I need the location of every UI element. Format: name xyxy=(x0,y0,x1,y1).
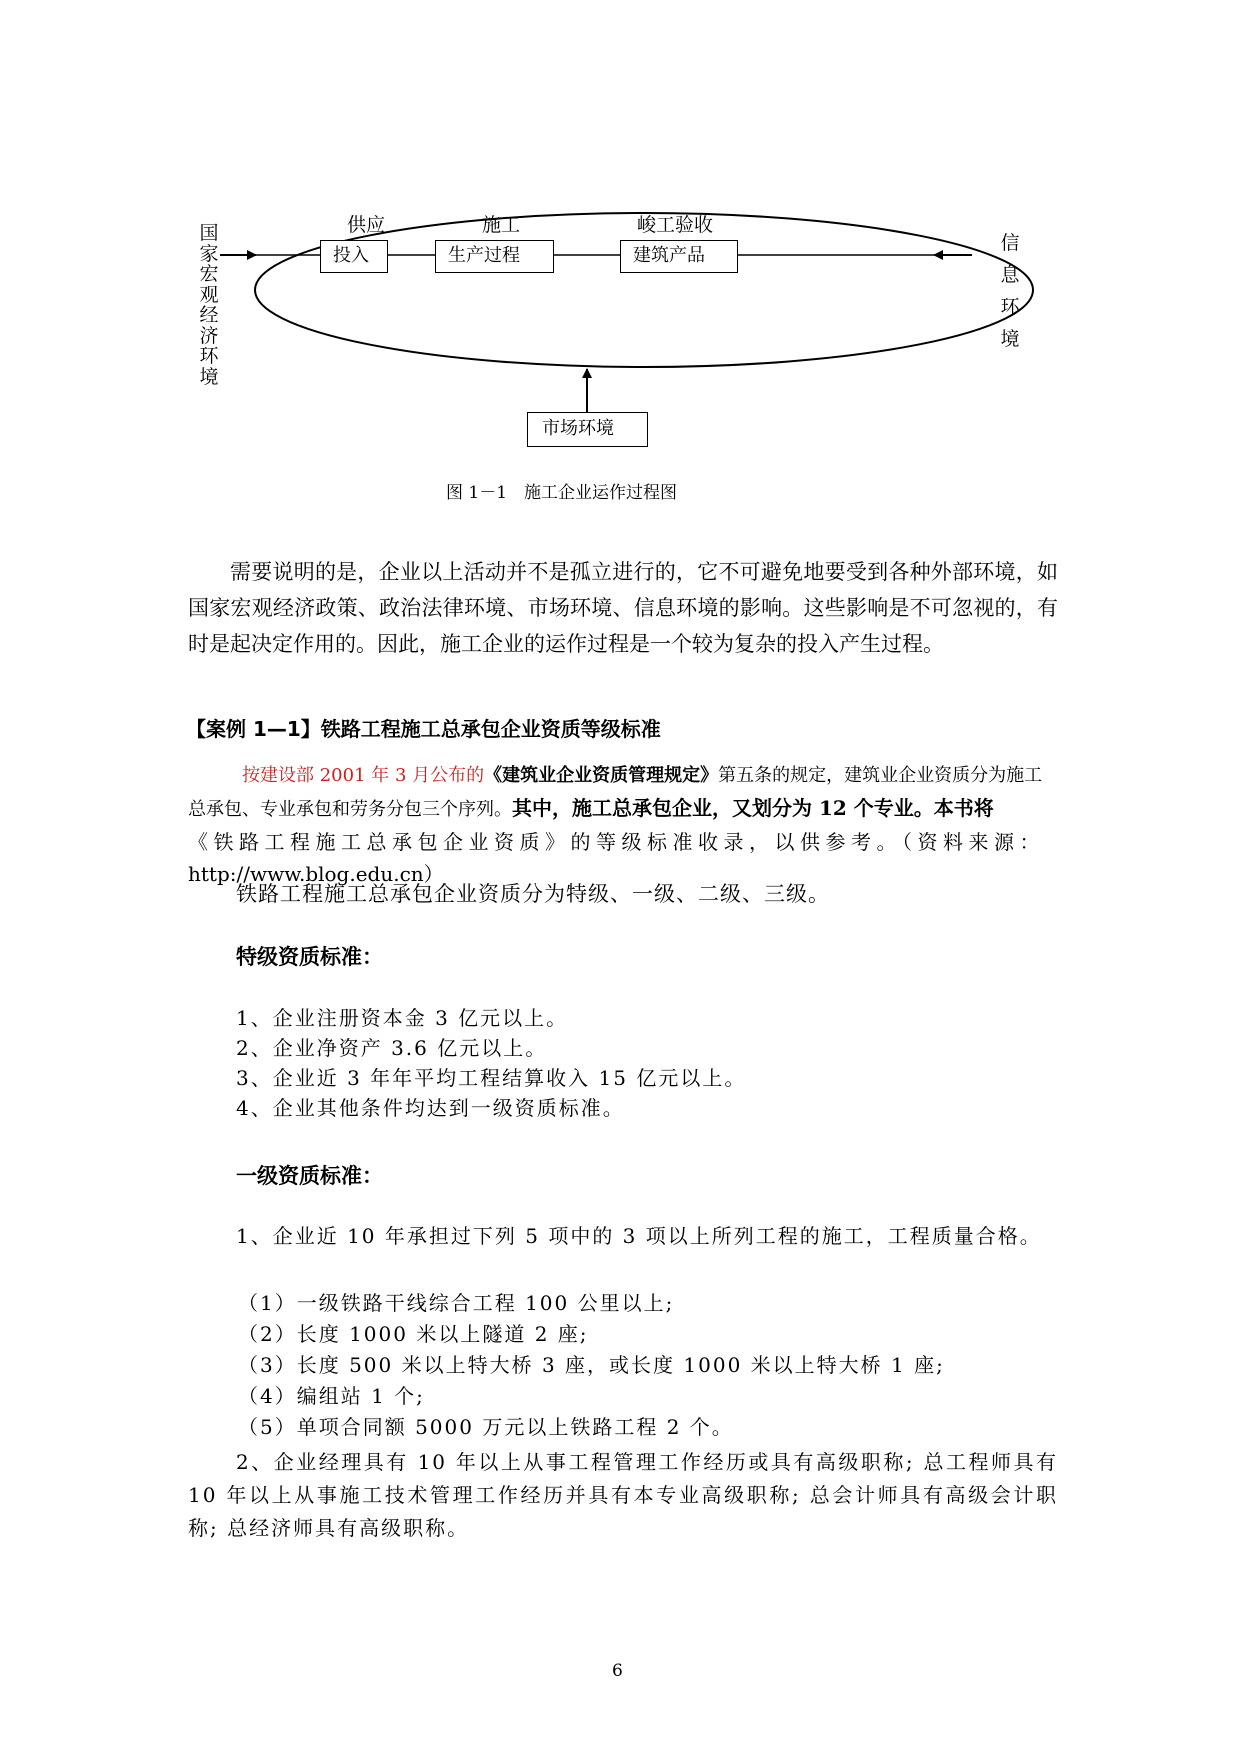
first-sub-item-5: （5）单项合同额 5000 万元以上铁路工程 2 个。 xyxy=(238,1415,734,1439)
case-intro-line2 xyxy=(188,792,1058,826)
case-intro-line2-bold: 其中，施工总承包企业，又划分为 12 个专业。本书将 xyxy=(512,796,994,820)
first-sub-item-1: （1）一级铁路干线综合工程 100 公里以上; xyxy=(238,1291,675,1315)
stage-construction: 施工 xyxy=(482,214,521,236)
paragraph-environment: 需要说明的是，企业以上活动并不是孤立进行的，它不可避免地要受到各种外部环境，如国家宏观经济政策、政治法律环境、市场环境、信息环境的影响。这些影响是不可忽视的，有时是起决定作用的。因此，施工企业的运作过程是一个较为复杂的投入产生过程。 xyxy=(188,560,1058,656)
first-item-1: 1、企业近 10 年承担过下列 5 项中的 3 项以上所列工程的施工，工程质量合格。 xyxy=(236,1224,1042,1248)
special-item-2: 2、企业净资产 3.6 亿元以上。 xyxy=(236,1036,548,1060)
case-intro-rest: 第五条的规定，建筑业企业资质分为施工 xyxy=(718,765,1043,786)
special-item-3: 3、企业近 3 年年平均工程结算收入 15 亿元以上。 xyxy=(236,1066,747,1090)
first-item-2: 2、企业经理具有 10 年以上从事工程管理工作经历或具有高级职称; 总工程师具有 10 年以上从事施工技术管理工作经历并具有本专业高级职称; 总会计师具有高级会计职称; 总经济师具有高级职称。 xyxy=(188,1450,1058,1540)
grade-intro: 铁路工程施工总承包企业资质分为特级、一级、二级、三级。 xyxy=(236,882,830,906)
label-information-environment: 信息环境 xyxy=(1000,232,1020,350)
first-sub-item-4: （4）编组站 1 个; xyxy=(238,1384,425,1408)
special-item-4: 4、企业其他条件均达到一级资质标准。 xyxy=(236,1096,625,1120)
case-intro-line1 xyxy=(188,760,1058,792)
first-sub-item-3: （3）长度 500 米以上特大桥 3 座，或长度 1000 米以上特大桥 1 座; xyxy=(238,1353,945,1377)
page-number: 6 xyxy=(612,1661,623,1681)
process-ellipse xyxy=(255,213,1033,367)
stage-acceptance: 峻工验收 xyxy=(637,214,714,236)
heading-special-grade: 特级资质标准： xyxy=(236,945,383,969)
box-market-environment: 市场环境 xyxy=(527,412,648,447)
case-intro-line3: 《铁路工程施工总承包企业资质》的等级标准收录，以供参考。（资料来源： xyxy=(188,830,1045,854)
stage-supply: 供应 xyxy=(347,214,386,236)
heading-first-grade: 一级资质标准： xyxy=(236,1164,383,1188)
process-diagram xyxy=(190,205,1040,470)
case-intro-source-link[interactable]: http://www.blog.edu.cn） xyxy=(188,862,444,886)
case-intro xyxy=(188,760,1058,890)
box-production-process: 生产过程 xyxy=(435,240,554,273)
label-national-environment: 国家宏观经济环境 xyxy=(199,222,219,388)
first-sub-item-2: （2）长度 1000 米以上隧道 2 座; xyxy=(238,1322,589,1346)
box-building-product: 建筑产品 xyxy=(620,240,738,273)
box-input: 投入 xyxy=(320,240,388,273)
case-intro-red: 按建设部 2001 年 3 月公布的 xyxy=(242,765,485,786)
case-intro-regulation: 《建筑业企业资质管理规定》 xyxy=(484,765,719,786)
case-intro-line2-normal: 总承包、专业承包和劳务分包三个序列。 xyxy=(188,799,512,820)
special-item-1: 1、企业注册资本金 3 亿元以上。 xyxy=(236,1006,569,1030)
figure-caption: 图 1－1 施工企业运作过程图 xyxy=(446,483,678,503)
case-title: 【案例 1—1】铁路工程施工总承包企业资质等级标准 xyxy=(186,717,661,741)
